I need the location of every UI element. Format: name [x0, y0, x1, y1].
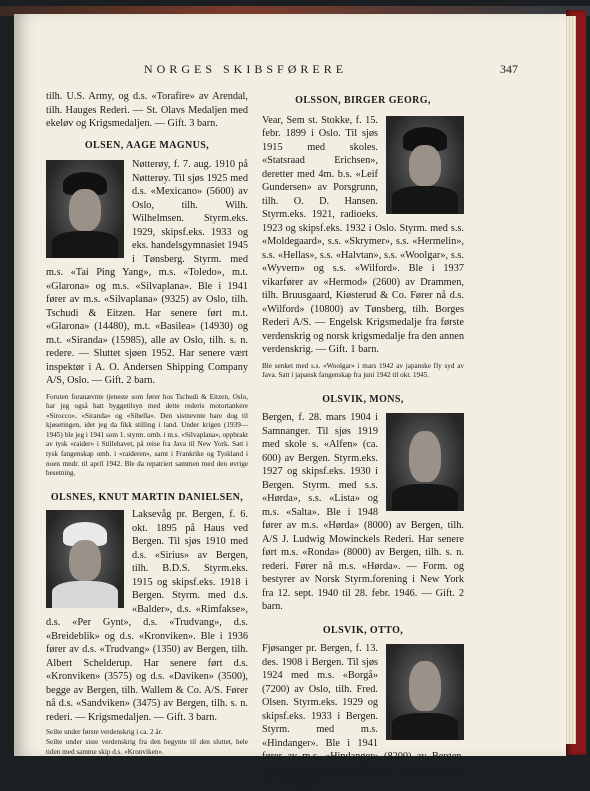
- entry-note-olsnes-1: Seilte under første verdenskrig i ca. 2 år.: [46, 728, 163, 737]
- entry-body-otto: Fjøsanger pr. Bergen, f. 13. des. 1908 i Bergen. Til sjøs 1924 med m.s. «Borgå» (7200) av Oslo, tilh. Fred. Olsen. Styrm.eks. 1929 og skipsf.eks. 1933 i Bergen. Styrm. med m.s. «Hindanger». Ble i 1941 fører av m.s. «Hindanger» (8200) av Bergen, tilh. Westfal-Larsen & Co. A/S. Har senere ført s.s. «Evanger»: [262, 643, 464, 790]
- left-column: [46, 90, 248, 757]
- running-head: NORGES SKIBSFØRERE: [144, 62, 348, 76]
- entry-note-birger: Ble senket med s.s. «Woolgar» i mars 1942 av japanske fly syd av Java. Satt i japansk fangenskap fra juni 1942 til okt. 1945.: [262, 361, 464, 380]
- intro-paragraph: tilh. U.S. Army, og d.s. «Torafire» av Arendal, tilh. Hauges Rederi. — St. Olavs Medaljen med ekeløv og Krigsmedaljen. — Gift. 3 barn.: [46, 91, 248, 129]
- page-number: 347: [500, 62, 518, 76]
- entry-note-olsnes-2: Seilte under siste verdenskrig fra den begynte til den sluttet, hele tiden med samme skip d.s. «Kronviken».: [46, 737, 248, 756]
- entry-heading-olsen: OLSEN, AAGE MAGNUS,: [84, 139, 210, 151]
- right-column: [262, 94, 464, 791]
- entry-heading-olsnes: OLSNES, KNUT MARTIN DANIELSEN,: [50, 491, 244, 503]
- entry-body-olsen: Nøtterøy, f. 7. aug. 1910 på Nøtterøy. Til sjøs 1925 med d.s. «Mexicano» (5600) av Oslo, tilh. Wilh. Wilhelmsen. Styrm.eks. 1929, skipsf.eks. 1933 og eks. handelsgymnasiet 1945 i Tønsberg. Styrm. med m.s. «Tai Ping Yang», m.s. «Toledo», m.t. «Glarona» og m.s. «Silvaplana». Ble i 1941 fører av m.s. «Silvaplana» (9325) av Oslo, tilh. Tschudi & Eitzen. Har senere ført m.t. «Glarona» (14480), m.t. «Basilea» (14930) og m.t. «Siranda» (15985), alle av Oslo, tilh. s. n. redere. — Sluttet sjøen 1952. Har senere vært inspektør i A. O. Andersen Shipping Company A/S, Oslo. — Gift. 2 barn.: [46, 159, 248, 386]
- portrait-photo-birger: [386, 116, 464, 214]
- portrait-photo-mons: [386, 413, 464, 511]
- portrait-photo-olsnes: [46, 510, 124, 608]
- entry-heading-mons: OLSVIK, MONS,: [322, 393, 404, 405]
- entry-body-mons: Bergen, f. 28. mars 1904 i Samnanger. Til sjøs 1919 med skole s. «Alfen» (ca. 600) av Bergen. Styrm.eks. 1927 og skipsf.eks. 1930 i Bergen. Styrm. med s.s. «Hørda», s.s. «Lista» og m.s. «Salta». Ble i 1948 fører av m.s. «Hørda» (8000) av Bergen, tilh. A/S J. Ludwig Mowinckels Rederi. Har senere ført m.s. «Ronda» (8000) av Bergen, tilh. s. n. rederi. Fører nå m.s. «Hørda». — Form. og bestyrer av Norsk Styrm.forening i New York fra 12. sept. 1940 til 28. febr. 1946. — Gift. 2 barn.: [262, 412, 464, 613]
- entry-body-olsnes: Laksevåg pr. Bergen, f. 6. okt. 1895 på Haus ved Bergen. Til sjøs 1910 med d.s. «Sirius» av Bergen, tilh. B.D.S. Styrm.eks. 1915 og skipsf.eks. 1918 i Bergen. Styrm. med d.s. «Balder», d.s. «Rimfakse», d.s. «Per Gynt», d.s. «Trudvang», d.s. «Breideblik» og d.s. «Kronviken». Ble i 1936 fører av d.s. «Trudvang» (1350) av Bergen, tilh. Albert Schelderup. Har senere ført d.s. «Kronviken» (3575) og d.s. «Daviken» (3500), begge av Bergen, tilh. Wallem & Co. A/S. Fører nå d.s. «Sandviken» (3475) av Bergen, tilh. s. n. rederi. — Krigsmedaljen. — Gift. 3 barn.: [46, 509, 248, 723]
- entry-body-birger: Vear, Sem st. Stokke, f. 15. febr. 1899 i Oslo. Til sjøs 1915 med skoles. «Statsraad Erichsen», deretter med 4m. b.s. «Leif Gundersen» av Porsgrunn, tilh. O. D. Hansen. Styrm.eks. 1921, radioeks. 1923 og skipsf.eks. 1932 i Oslo. Styrm. med s.s. «Moldegaard», s.s. «Skrymer», s.s. «Hermelin», s.s. «Hellas», s.s. «Halvtan», s.s. «Woolgar», s.s. «Wyvern» og s.s. «Wilford». Ble i 1937 vikarfører av «Hermod» (2600) av Drammen, tilh. Bruusgaard, Kiøsterud & Co. Fører nå d.s. «Wilford» (10800) av Tønsberg, tilh. Borges Rederi A/S. — Engelsk Krigsmedalje fra første verdenskrig og norsk krigsmedalje fra den annen verdenskrig. — Gift. 1 barn.: [262, 114, 464, 355]
- entry-heading-otto: OLSVIK, OTTO,: [322, 624, 404, 636]
- entry-heading-birger: OLSSON, BIRGER GEORG,: [295, 95, 431, 106]
- entry-note-olsen: Foruten foranævnte tjeneste som fører hos Tschudi & Eitzen, Oslo, har jeg også hatt byggetilsyn med dette rederis motortankere «Sirocco», «Siranda» og «Sibella». Den sistnevnte bare dog til kjøsetingen, idet jeg da fikk stilling i land. Under krigen (1939—1945) ble jeg i 1941 som 1. styrm. omb. i m.s. «Silvaplana», oppbrakt av tysk «raider» i Stillehavet, på reise fra Java til New York. Satt i tysk fangenskap omb. i «raideren», samt i Frankrike og Tyskland i noen mndr. til april 1942. Ble da repatriert sammen med den øvrige besetning.: [46, 392, 248, 478]
- portrait-photo-otto: [386, 644, 464, 740]
- page-header: [34, 62, 524, 76]
- portrait-photo-olsen: [46, 160, 124, 258]
